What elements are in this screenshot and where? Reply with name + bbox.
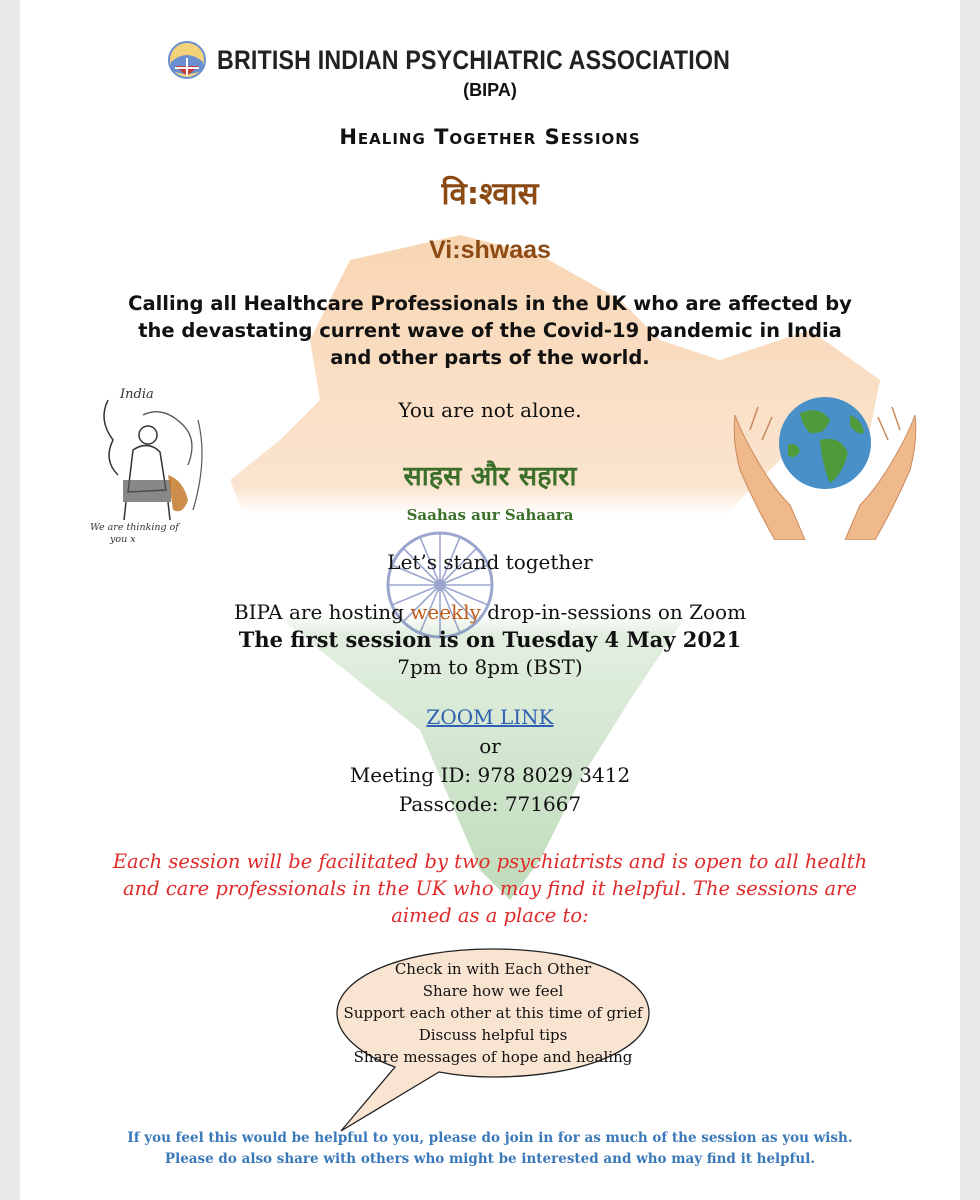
organization-name: BRITISH INDIAN PSYCHIATRIC ASSOCIATION [216, 44, 730, 75]
session-time: 7pm to 8pm (BST) [397, 655, 583, 679]
not-alone-text: You are not alone. [398, 398, 582, 422]
sketch-caption-bottom-1: We are thinking of [90, 522, 179, 533]
footer-line-2: Please do also share with others who might be interested and who may find it helpful. [164, 1151, 816, 1167]
flyer-page [20, 0, 960, 1200]
bipa-logo-icon [167, 40, 207, 80]
page-title: Healing Together Sessions [339, 125, 641, 149]
aim-item: Support each other at this time of grief [343, 1004, 643, 1022]
aims-list [340, 958, 646, 1068]
aim-item: Share how we feel [422, 982, 564, 1000]
hindi-courage-text: साहस और सहारा [403, 461, 577, 492]
latin-title: Vi:shwaas [429, 236, 551, 264]
facilitation-info: Each session will be facilitated by two psychiatrists and is open to all health and care professionals in the UK who may find it helpful. The sessions are aimed as a place to: [112, 850, 868, 927]
aim-item: Check in with Each Other [394, 960, 592, 978]
aim-item: Discuss helpful tips [418, 1026, 568, 1044]
first-session-text: The first session is on Tuesday 4 May 2021 [238, 627, 742, 652]
header-row [20, 40, 960, 80]
or-text: or [479, 734, 501, 758]
zoom-link[interactable]: ZOOM LINK [426, 705, 554, 729]
stand-together-text: Let’s stand together [387, 550, 593, 574]
call-to-action: Calling all Healthcare Professionals in the UK who are affected by the devastating current wave of the Covid-19 pandemic in India and other parts of the world. [128, 292, 852, 369]
hosting-after: drop-in-sessions on Zoom [480, 600, 747, 624]
sketch-caption-bottom-2: you x [110, 534, 136, 545]
aim-item: Share messages of hope and healing [353, 1048, 633, 1066]
meeting-id: Meeting ID: 978 8029 3412 [349, 763, 631, 787]
weekly-highlight: weekly [410, 600, 481, 624]
hindi-title: वि:श्वास [441, 176, 539, 212]
latin-courage-text: Saahas aur Sahaara [406, 506, 574, 524]
footer-line-1: If you feel this would be helpful to you, please do join in for as much of the session as you wish. [127, 1130, 853, 1146]
organization-abbreviation: (BIPA) [463, 80, 517, 100]
sketch-caption-top: India [120, 387, 154, 402]
hosting-before: BIPA are hosting [233, 600, 411, 624]
footer [60, 1128, 920, 1170]
passcode: Passcode: 771667 [398, 792, 582, 816]
hosting-text [20, 600, 960, 624]
